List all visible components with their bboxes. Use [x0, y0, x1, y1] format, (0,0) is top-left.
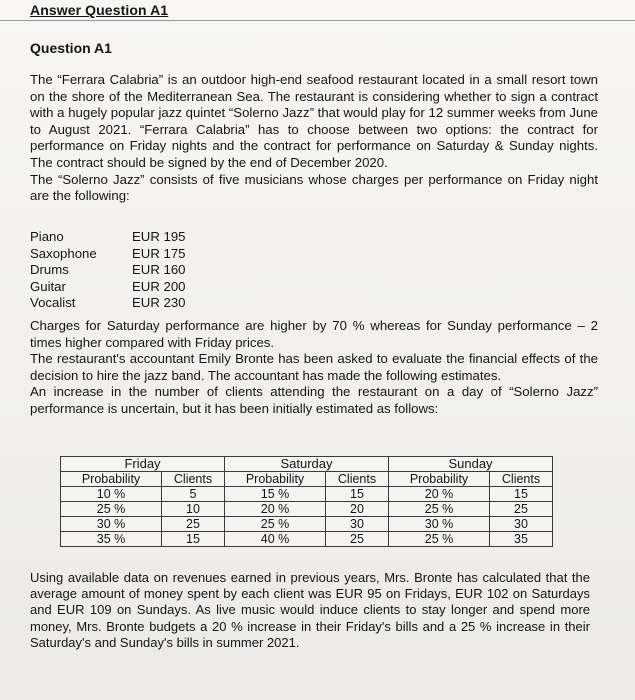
table-cell: 25 — [490, 502, 553, 517]
table-cell: 35 % — [61, 532, 162, 547]
list-item — [30, 246, 186, 263]
instrument-name: Guitar — [30, 278, 66, 294]
table-cell: 20 % — [225, 502, 326, 517]
table-cell: 25 % — [389, 532, 490, 547]
table-cell: 30 % — [61, 517, 162, 532]
table-cell: 25 % — [61, 502, 162, 517]
table-cell: 20 — [326, 502, 389, 517]
table-cell: 25 % — [389, 502, 490, 517]
table-cell: 15 — [326, 487, 389, 502]
intro-text — [30, 72, 598, 205]
divider — [0, 20, 635, 21]
table-row — [61, 532, 553, 547]
column-header: Clients — [490, 472, 553, 487]
clients-probability-table — [60, 456, 553, 547]
paragraph-charges: Charges for Saturday performance are higher by 70 % whereas for Sunday performance – 2 times higher compared with Friday prices. — [30, 318, 598, 350]
column-header: Clients — [162, 472, 225, 487]
table-cell: 10 % — [61, 487, 162, 502]
paragraph-intro: The “Ferrara Calabria” is an outdoor high-end seafood restaurant located in a small resort town on the shore of the Mediterranean Sea. The restaurant is considering whether to sign a contract with a hugely popular jazz quintet “Solerno Jazz” that would play for 12 summer weeks from June to August 2021. “Ferrara Calabria” has to choose between two options: the contract for performance on Friday nights and the contract for performance on Saturday & Sunday nights. The contract should be signed by the end of December 2020. — [30, 72, 598, 170]
instrument-charge: EUR 230 — [132, 295, 186, 311]
table-cell: 15 — [490, 487, 553, 502]
paragraph-final: Using available data on revenues earned in previous years, Mrs. Bronte has calculated that the average amount of money spent by each client was EUR 95 on Fridays, EUR 102 on Saturdays and EUR 109 on Sundays. As live music would induce clients to stay longer and spend more money, Mrs. Bronte budgets a 20 % increase in their Friday's bills and a 25 % increase in their Saturday's and Sunday's bills in summer 2021. — [30, 570, 590, 650]
table-cell: 25 % — [225, 517, 326, 532]
final-text — [30, 570, 590, 651]
column-header: Probability — [225, 472, 326, 487]
answer-title: Answer Question A1 — [30, 2, 169, 18]
column-header: Probability — [389, 472, 490, 487]
table-row — [61, 517, 553, 532]
paragraph-band: The “Solerno Jazz” consists of five musicians whose charges per performance on Friday night are the following: — [30, 171, 598, 204]
table-cell: 35 — [490, 532, 553, 547]
table-cell: 15 % — [225, 487, 326, 502]
instrument-charge: EUR 160 — [132, 262, 186, 278]
instrument-charge: EUR 195 — [132, 229, 186, 244]
table-cell: 30 — [326, 517, 389, 532]
table-cell: 30 % — [389, 517, 490, 532]
table-cell: 40 % — [225, 532, 326, 547]
table-subheader-row — [61, 472, 553, 487]
group-header-sunday: Sunday — [389, 457, 553, 472]
table-cell: 5 — [162, 487, 225, 502]
column-header: Probability — [61, 472, 162, 487]
table-cell: 25 — [326, 532, 389, 547]
paragraph-accountant: The restaurant's accountant Emily Bronte has been asked to evaluate the financial effects of the decision to hire the jazz band. The accountant has made the following estimates. — [30, 351, 598, 383]
group-header-friday: Friday — [61, 457, 225, 472]
table-group-header-row — [61, 457, 553, 472]
table-cell: 10 — [162, 502, 225, 517]
question-title: Question A1 — [30, 40, 112, 56]
musician-charges-list — [30, 229, 186, 312]
table-cell: 20 % — [389, 487, 490, 502]
table-row — [61, 487, 553, 502]
group-header-saturday: Saturday — [225, 457, 389, 472]
paragraph-increase: An increase in the number of clients attending the restaurant on a day of “Solerno Jazz” performance is uncertain, but it has been initially estimated as follows: — [30, 384, 598, 416]
instrument-charge: EUR 200 — [132, 278, 186, 294]
list-item — [30, 279, 186, 296]
table-cell: 25 — [162, 517, 225, 532]
list-item — [30, 295, 186, 312]
list-item — [30, 262, 186, 279]
instrument-name: Saxophone — [30, 245, 97, 261]
estimates-text — [30, 318, 598, 418]
table-row — [61, 502, 553, 517]
instrument-name: Piano — [30, 229, 64, 244]
instrument-name: Vocalist — [30, 295, 76, 311]
table-cell: 15 — [162, 532, 225, 547]
instrument-name: Drums — [30, 262, 69, 278]
instrument-charge: EUR 175 — [132, 245, 186, 261]
column-header: Clients — [326, 472, 389, 487]
table-cell: 30 — [490, 517, 553, 532]
list-item — [30, 229, 186, 246]
